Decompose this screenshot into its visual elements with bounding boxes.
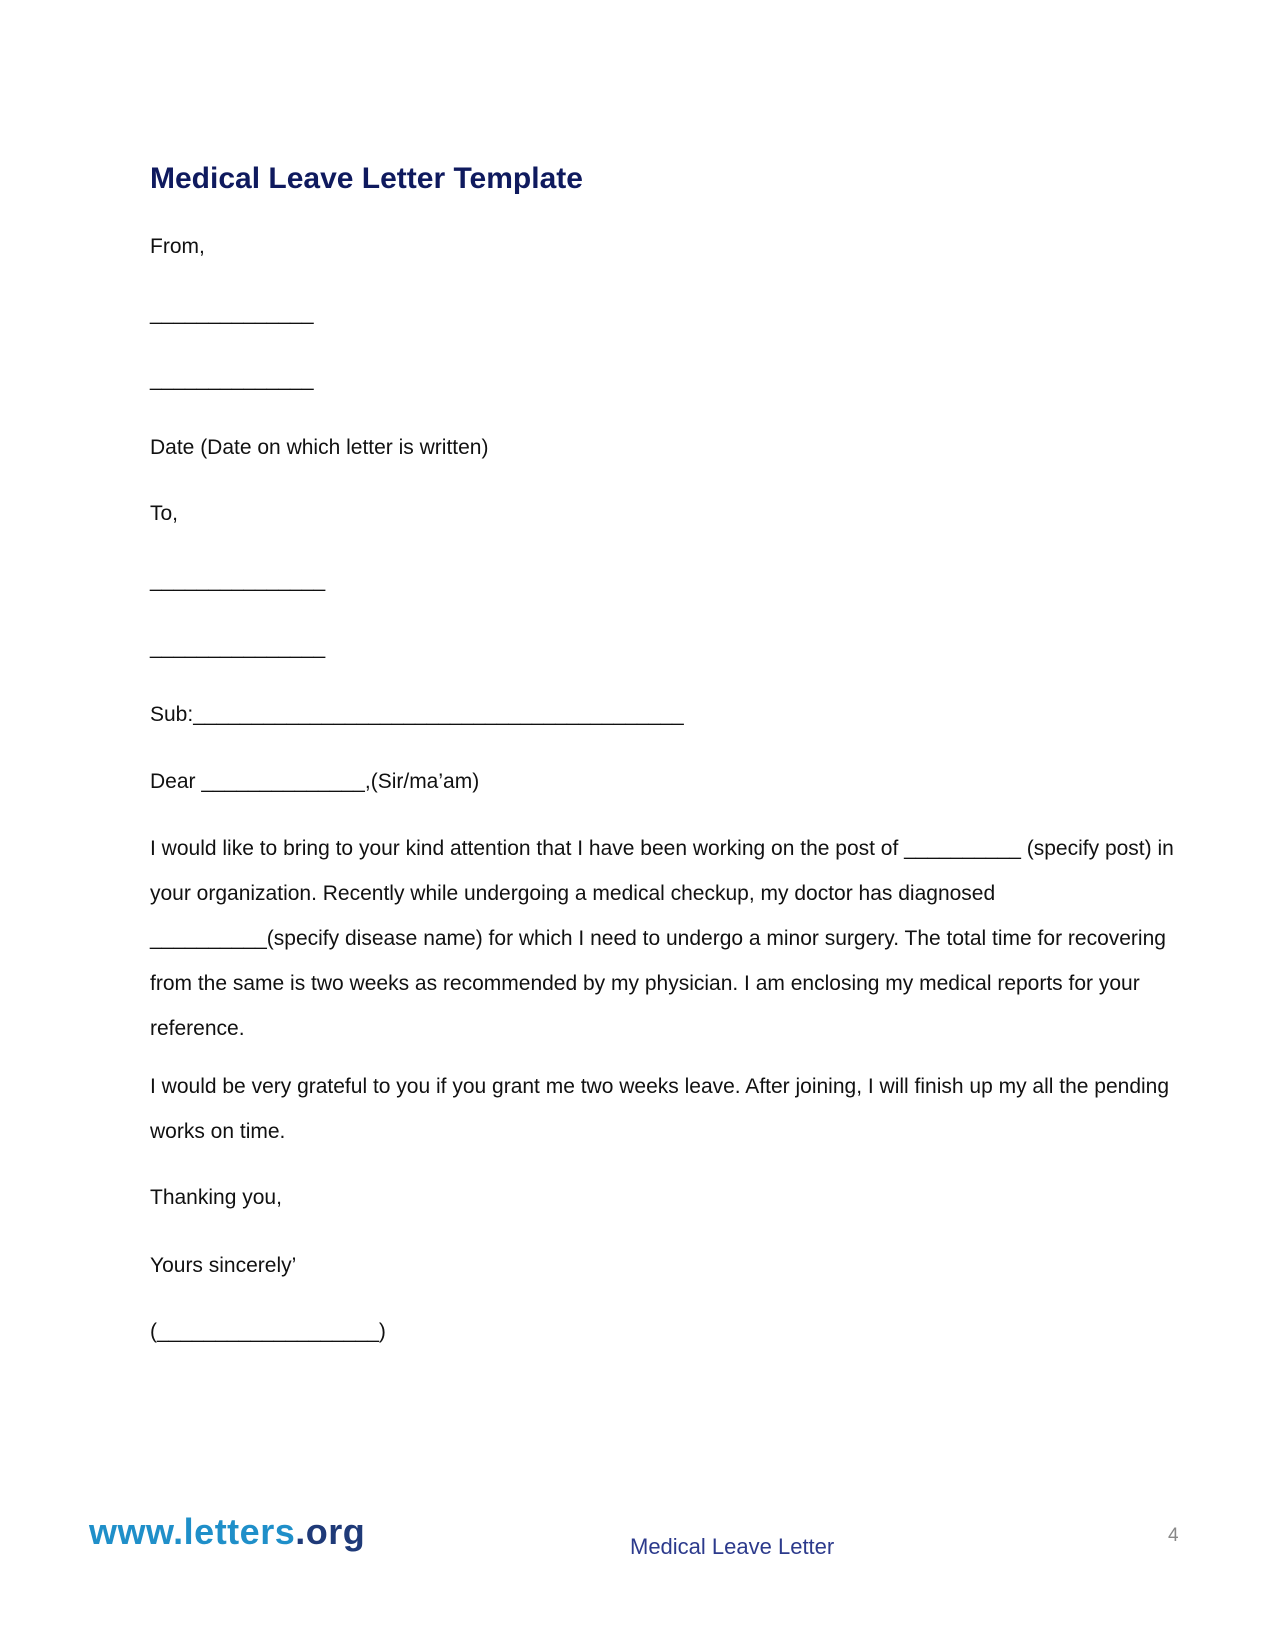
logo-part-2: .org — [295, 1511, 366, 1552]
from-blank-2: ______________ — [150, 368, 314, 391]
from-blank-1: ______________ — [150, 302, 314, 325]
from-label: From, — [150, 235, 205, 258]
salutation: Dear ______________,(Sir/ma’am) — [150, 770, 480, 793]
page-number: 4 — [1168, 1525, 1179, 1546]
logo-part-1: www.letters — [89, 1511, 296, 1552]
closing-sincerely: Yours sincerely’ — [150, 1254, 297, 1277]
body-paragraph-1: I would like to bring to your kind attention that I have been working on the post of __________ (specify post) in your organization. Recently while undergoing a medical checkup, my doctor has diagnosed __________(specify disease name) for which I need to undergo a minor surgery. The total time for recovering from the same is two weeks as recommended by my physician. I am enclosing my medical reports for your reference. — [150, 837, 1174, 1040]
footer-caption: Medical Leave Letter — [630, 1534, 835, 1559]
signature-blank: (___________________) — [150, 1320, 386, 1343]
closing-thanks: Thanking you, — [150, 1186, 282, 1209]
body-paragraph-2: I would be very grateful to you if you grant me two weeks leave. After joining, I will finish up my all the pending works on time. — [150, 1075, 1170, 1143]
to-blank-2: _______________ — [150, 636, 326, 659]
letters-logo — [89, 1511, 366, 1552]
document-title: Medical Leave Letter Template — [150, 162, 583, 195]
date-line: Date (Date on which letter is written) — [150, 436, 489, 459]
to-label: To, — [150, 502, 179, 525]
to-blank-1: _______________ — [150, 569, 326, 592]
subject-line: Sub:__________________________________________ — [150, 703, 684, 726]
